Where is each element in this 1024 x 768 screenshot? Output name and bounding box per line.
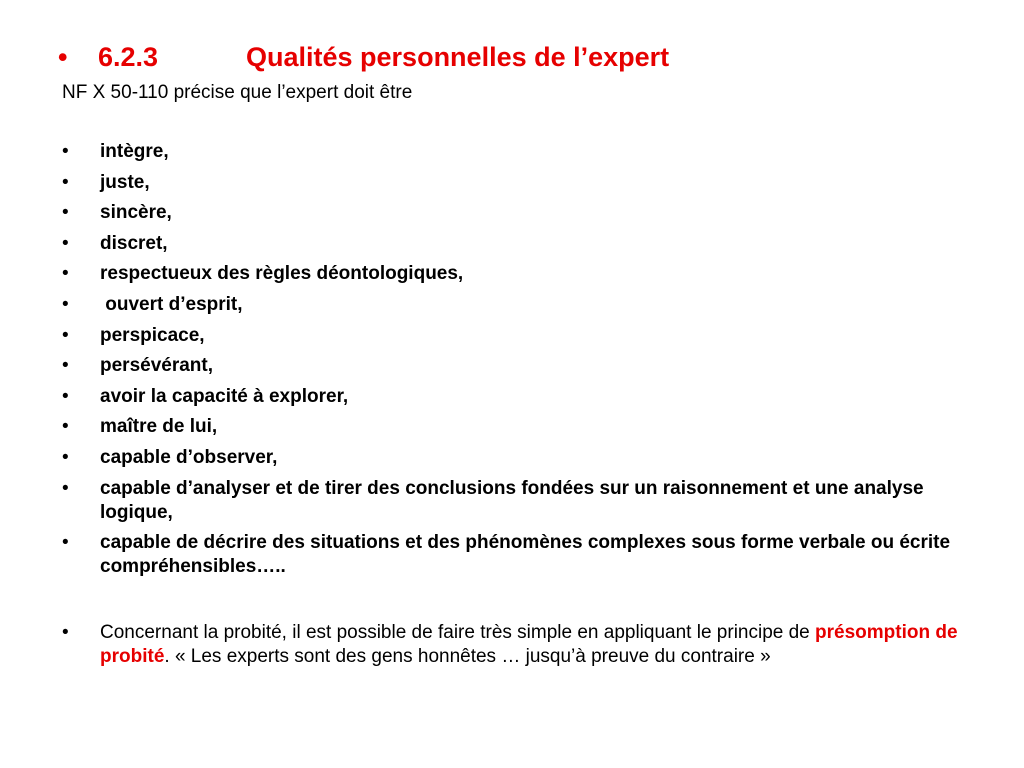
slide-title	[58, 40, 669, 74]
probity-note	[62, 621, 962, 669]
quality-item	[62, 446, 962, 470]
quality-item	[62, 140, 962, 164]
quality-item	[62, 354, 962, 378]
quality-bullet: •	[62, 446, 69, 468]
quality-text: persévérant,	[100, 355, 214, 377]
quality-text: juste,	[100, 171, 150, 193]
quality-bullet: •	[62, 141, 69, 162]
quality-item	[62, 477, 962, 525]
quality-item	[62, 232, 962, 256]
quality-item	[62, 324, 962, 348]
quality-text: capable d’analyser et de tirer des conclusions fondées sur un raisonnement et une analyse logique,	[100, 477, 929, 523]
quality-item	[62, 171, 962, 195]
quality-text: maître de lui,	[100, 416, 218, 438]
section-number: 6.2.3	[98, 42, 159, 72]
quality-bullet: •	[62, 324, 69, 346]
quality-item	[62, 293, 962, 317]
quality-text: capable de décrire des situations et des phénomènes complexes sous forme verbale ou écrite compréhensibles…..	[100, 532, 956, 578]
quality-text: avoir la capacité à explorer,	[100, 385, 349, 407]
quality-bullet: •	[62, 171, 69, 193]
section-title: Qualités personnelles de l’expert	[246, 42, 670, 72]
quality-item	[62, 201, 962, 225]
quality-bullet: •	[62, 385, 69, 407]
quality-bullet: •	[62, 263, 69, 285]
quality-item	[62, 385, 962, 409]
quality-text: intègre,	[100, 141, 169, 162]
quality-bullet: •	[62, 202, 69, 224]
quality-bullet: •	[62, 477, 69, 499]
quality-bullet: •	[62, 293, 69, 315]
quality-bullet: •	[62, 532, 69, 554]
quality-bullet: •	[62, 416, 69, 438]
note-text-before: Concernant la probité, il est possible de faire très simple en appliquant le principe de	[100, 622, 816, 643]
quality-item	[62, 531, 962, 579]
intro-text: NF X 50-110 précise que l’expert doit être	[62, 82, 413, 103]
note-text-after: . « Les experts sont des gens honnêtes … jusqu’à preuve du contraire »	[164, 646, 771, 667]
quality-text: capable d’observer,	[100, 446, 278, 468]
note-highlight: présomption de probité	[100, 622, 958, 667]
quality-item	[62, 262, 962, 286]
quality-item	[62, 415, 962, 439]
quality-text: discret,	[100, 232, 168, 254]
quality-text: respectueux des règles déontologiques,	[100, 263, 464, 285]
quality-bullet: •	[62, 355, 69, 377]
quality-text: ouvert d’esprit,	[100, 293, 243, 315]
quality-bullet: •	[62, 232, 69, 254]
qualities-list	[62, 140, 962, 586]
note-bullet: •	[62, 622, 69, 643]
quality-text: sincère,	[100, 202, 172, 224]
title-bullet: •	[58, 42, 68, 72]
quality-text: perspicace,	[100, 324, 205, 346]
